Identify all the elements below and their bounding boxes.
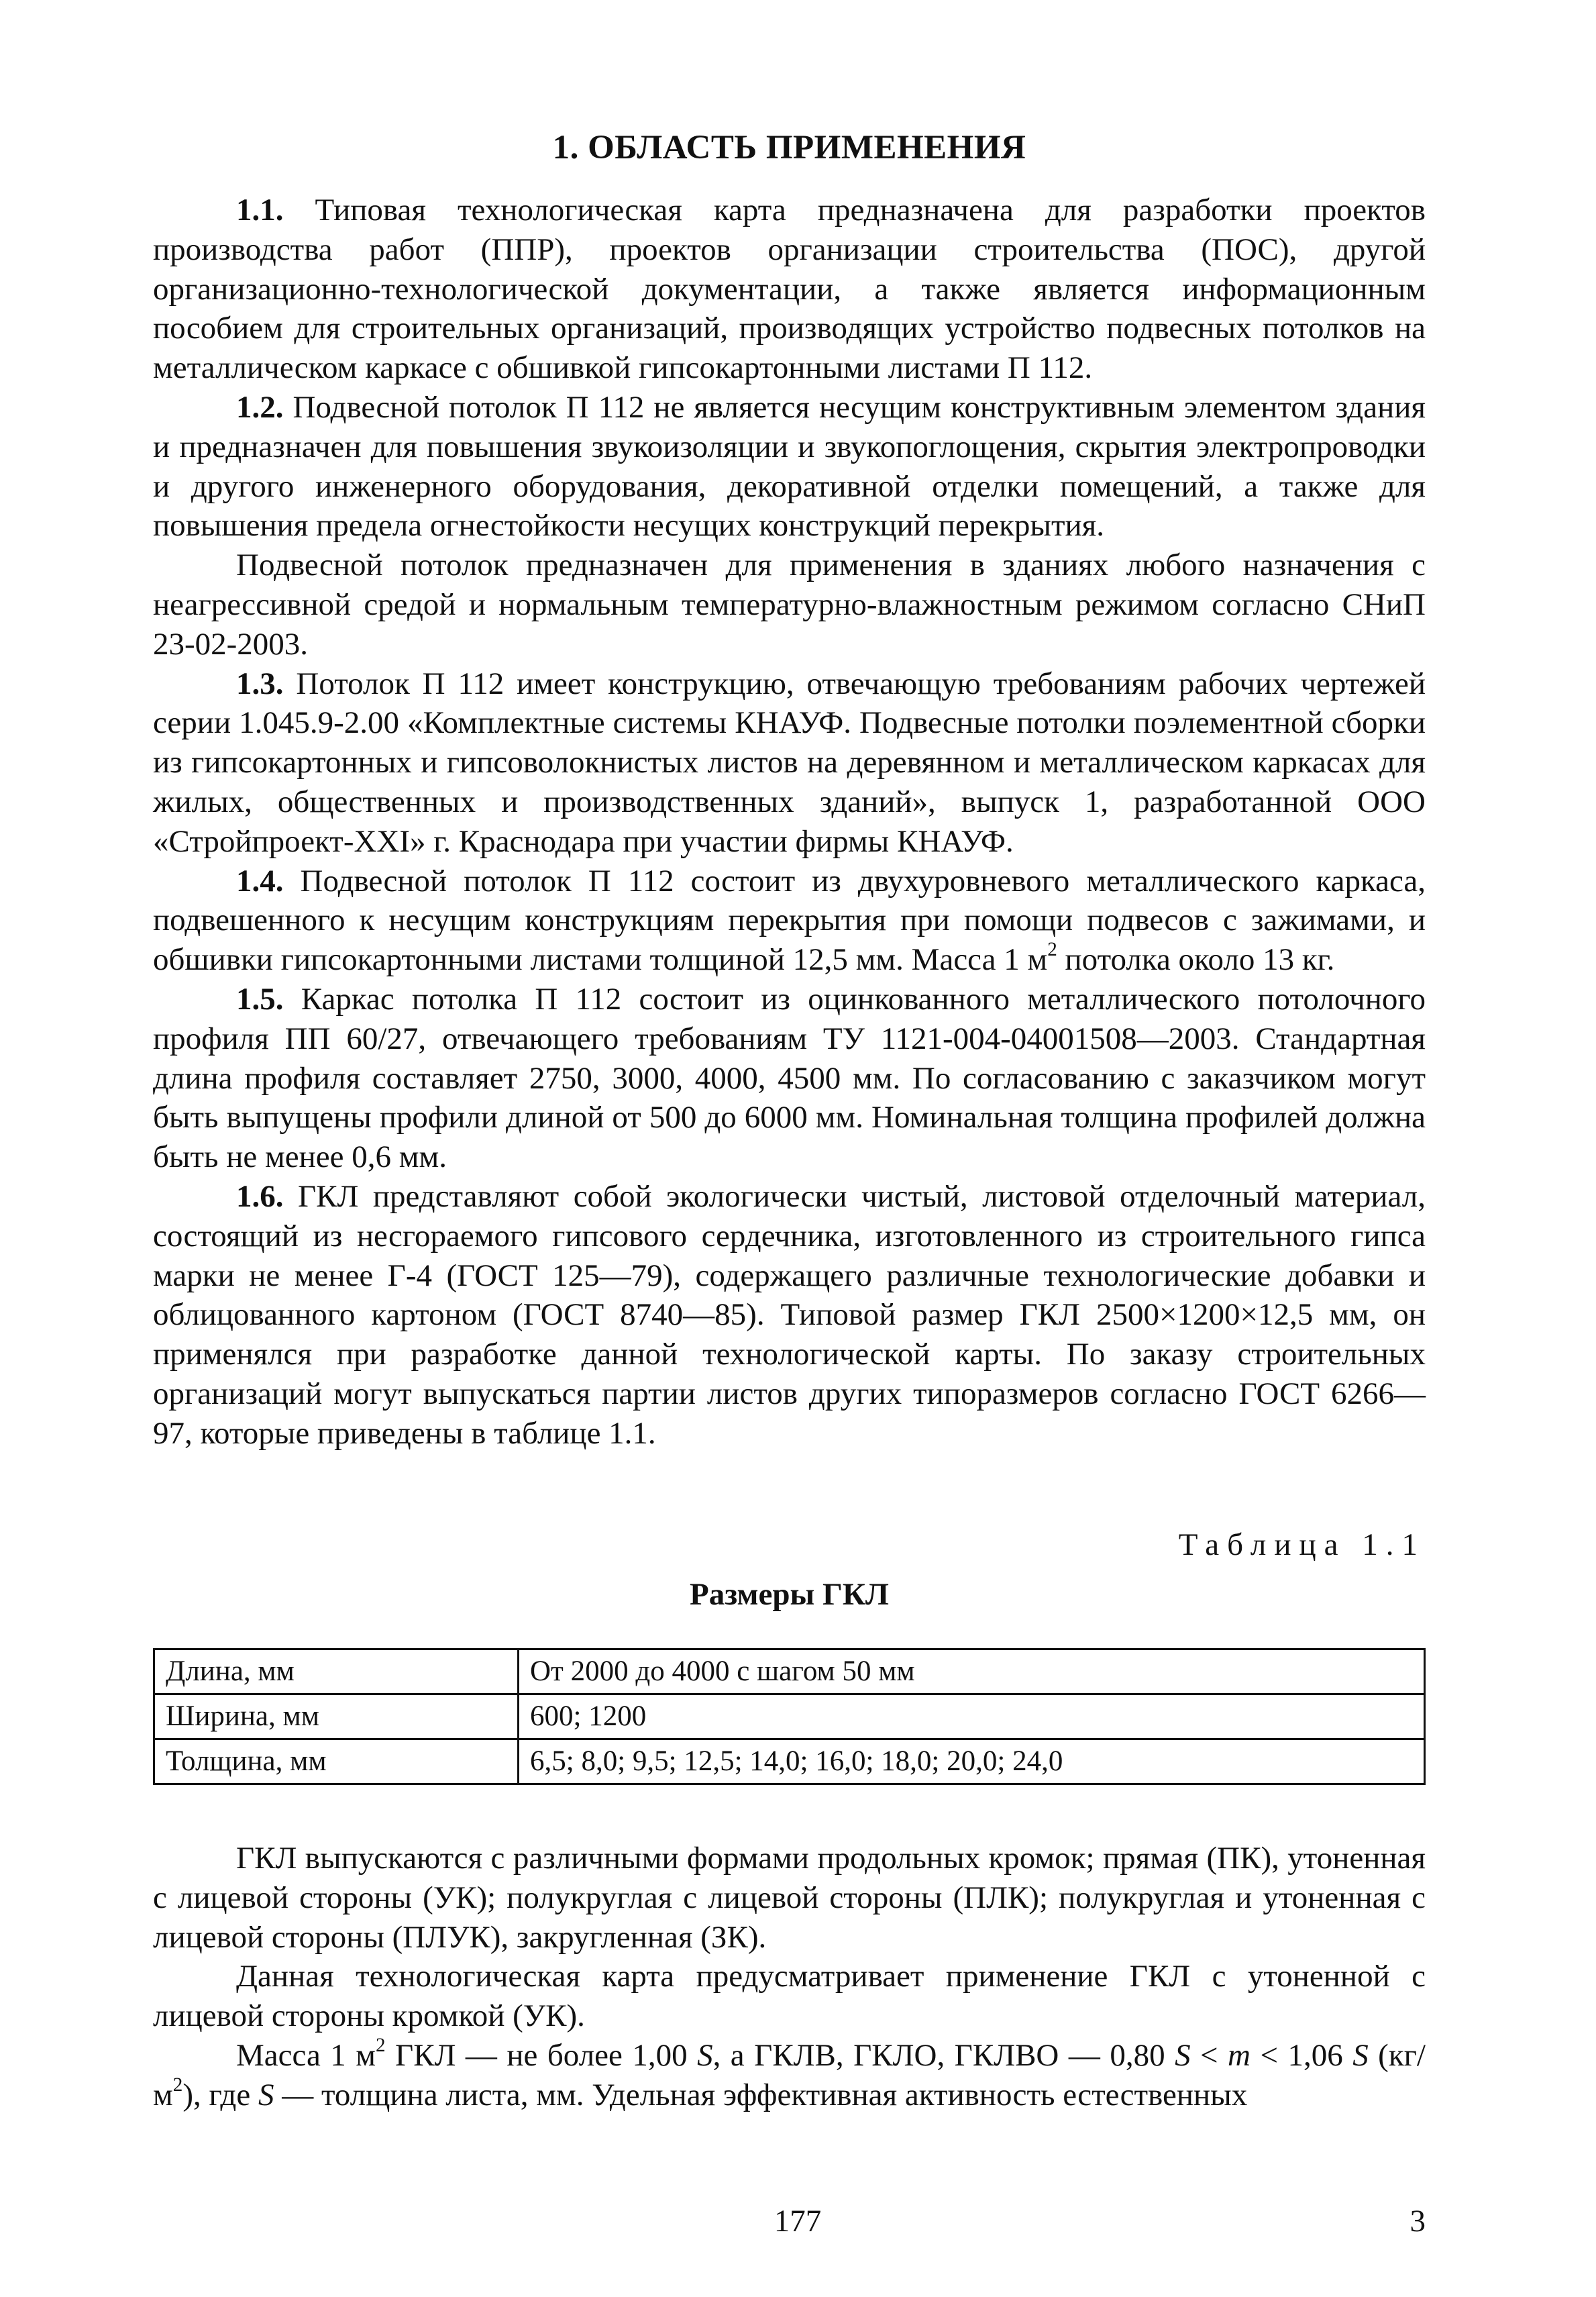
- table-cell-label: Толщина, мм: [154, 1739, 519, 1784]
- variable-s: S: [697, 2037, 713, 2073]
- paragraph-1-2: [153, 388, 1426, 546]
- text-run: Масса 1 м: [236, 2037, 376, 2073]
- variable-s: S: [1352, 2037, 1369, 2073]
- text-run: , а ГКЛВ, ГКЛО, ГКЛВО — 0,80: [712, 2037, 1175, 2073]
- page-number-center: 177: [774, 2204, 822, 2239]
- paragraph-uk: Данная технологическая карта предусматривает применение ГКЛ с утоненной с лицевой стороны кромкой (УК).: [153, 1959, 1426, 2034]
- text-run: <: [1190, 2037, 1228, 2073]
- table-cell-value: 6,5; 8,0; 9,5; 12,5; 14,0; 16,0; 18,0; 20,0; 24,0: [519, 1739, 1425, 1784]
- paragraph-text: Типовая технологическая карта предназначена для разработки проектов производства работ (ППР), проектов организации строительства (ПОС), другой организационно-технологической документации, а также является информационным пособием для строительных организаций, производящих устройство подвесных потолков на металлическом каркасе с обшивкой гипсокартонными листами П 112.: [153, 193, 1426, 386]
- variable-m: m: [1228, 2037, 1251, 2073]
- text-run: < 1,06: [1250, 2037, 1353, 2073]
- table-cell-value: От 2000 до 4000 с шагом 50 мм: [519, 1649, 1425, 1694]
- paragraph-text: Потолок П 112 имеет конструкцию, отвечающую требованиям рабочих чертежей серии 1.045.9-2.00 «Комплектные системы КНАУФ. Подвесные потолки поэлементной сборки из гипсокартонных и гипсоволокнистых листов на деревянном и металлическом каркасах для жилых, общественных и производственных зданий», выпуск 1, разработанной ООО «Стройпроект-XXI» г. Краснодара при участии фирмы КНАУФ.: [153, 666, 1426, 859]
- paragraph-number: 1.2.: [236, 389, 284, 425]
- paragraph-text-end: потолка около 13 кг.: [1057, 942, 1335, 978]
- text-run: ГКЛ — не более 1,00: [385, 2037, 698, 2073]
- section-heading: 1. ОБЛАСТЬ ПРИМЕНЕНИЯ: [552, 129, 1026, 166]
- table-row: [154, 1739, 1425, 1784]
- variable-s: S: [1175, 2037, 1191, 2073]
- page-number-right: 3: [1409, 2204, 1426, 2239]
- paragraph-number: 1.6.: [236, 1178, 284, 1214]
- text-run: (кг/м: [153, 2037, 1426, 2112]
- superscript: 2: [376, 2035, 386, 2057]
- table-cell-label: Ширина, мм: [154, 1694, 519, 1739]
- body-text-top: [153, 191, 1426, 1453]
- paragraph-number: 1.5.: [236, 981, 284, 1017]
- paragraph-number: 1.3.: [236, 666, 284, 701]
- text-run: ), где: [182, 2077, 258, 2112]
- variable-s: S: [258, 2077, 274, 2112]
- paragraph-number: 1.1.: [236, 193, 284, 227]
- table-title: Размеры ГКЛ: [690, 1577, 889, 1612]
- paragraph-1-3: [153, 664, 1426, 862]
- paragraph-1-6: [153, 1177, 1426, 1453]
- sizes-table: [153, 1648, 1426, 1785]
- paragraph-text: Каркас потолка П 112 состоит из оцинкованного металлического потолочного профиля ПП 60/27, отвечающего требованиям ТУ 1121-004-04001508—2003. Стандартная длина профиля составляет 2750, 3000, 4000, 4500 мм. По согласованию с заказчиком могут быть выпущены профили длиной от 500 до 6000 мм. Номинальная толщина профилей должна быть не менее 0,6 мм.: [153, 981, 1426, 1175]
- text-run: — толщина листа, мм. Удельная эффективная активность естественных: [274, 2077, 1248, 2112]
- paragraph-mass: [153, 2036, 1426, 2115]
- superscript: 2: [172, 2074, 183, 2096]
- paragraph-usage: Подвесной потолок предназначен для применения в зданиях любого назначения с неагрессивной средой и нормальным температурно-влажностным режимом согласно СНиП 23-02-2003.: [153, 548, 1426, 662]
- table-caption: Таблица 1.1: [1178, 1527, 1426, 1562]
- paragraph-1-1: [153, 191, 1426, 388]
- paragraph-number: 1.4.: [236, 863, 284, 899]
- paragraph-edges: ГКЛ выпускаются с различными формами продольных кромок; прямая (ПК), утоненная с лицевой стороны (УК); полукруглая с лицевой стороны (ПЛК); полукруглая и утоненная с лицевой стороны (ПЛУК), закругленная (ЗК).: [153, 1841, 1426, 1955]
- paragraph-text: Подвесной потолок П 112 состоит из двухуровневого металлического каркаса, подвешенного к несущим конструкциям перекрытия при помощи подвесов с зажимами, и обшивки гипсокартонными листами толщиной 12,5 мм. Масса 1 м: [153, 863, 1426, 978]
- superscript: 2: [1047, 939, 1057, 961]
- table-cell-value: 600; 1200: [519, 1694, 1425, 1739]
- paragraph-text: ГКЛ представляют собой экологически чистый, листовой отделочный материал, состоящий из несгораемого гипсового сердечника, изготовленного из строительного гипса марки не менее Г-4 (ГОСТ 125—79), содержащего различные технологические добавки и облицованного картоном (ГОСТ 8740—85). Типовой размер ГКЛ 2500×1200×12,5 мм, он применялся при разработке данной технологической карты. По заказу строительных организаций могут выпускаться партии листов других типоразмеров согласно ГОСТ 6266—97, которые приведены в таблице 1.1.: [153, 1178, 1426, 1451]
- table-cell-label: Длина, мм: [154, 1649, 519, 1694]
- paragraph-text: Подвесной потолок П 112 не является несущим конструктивным элементом здания и предназначен для повышения звукоизоляции и звукопоглощения, скрытия электропроводки и другого инженерного оборудования, декоративной отделки помещений, а также для повышения предела огнестойкости несущих конструкций перекрытия.: [153, 389, 1426, 544]
- body-text-bottom: [153, 1839, 1426, 2115]
- paragraph-1-5: [153, 980, 1426, 1177]
- paragraph-1-4: [153, 862, 1426, 980]
- table-row: [154, 1649, 1425, 1694]
- table-row: [154, 1694, 1425, 1739]
